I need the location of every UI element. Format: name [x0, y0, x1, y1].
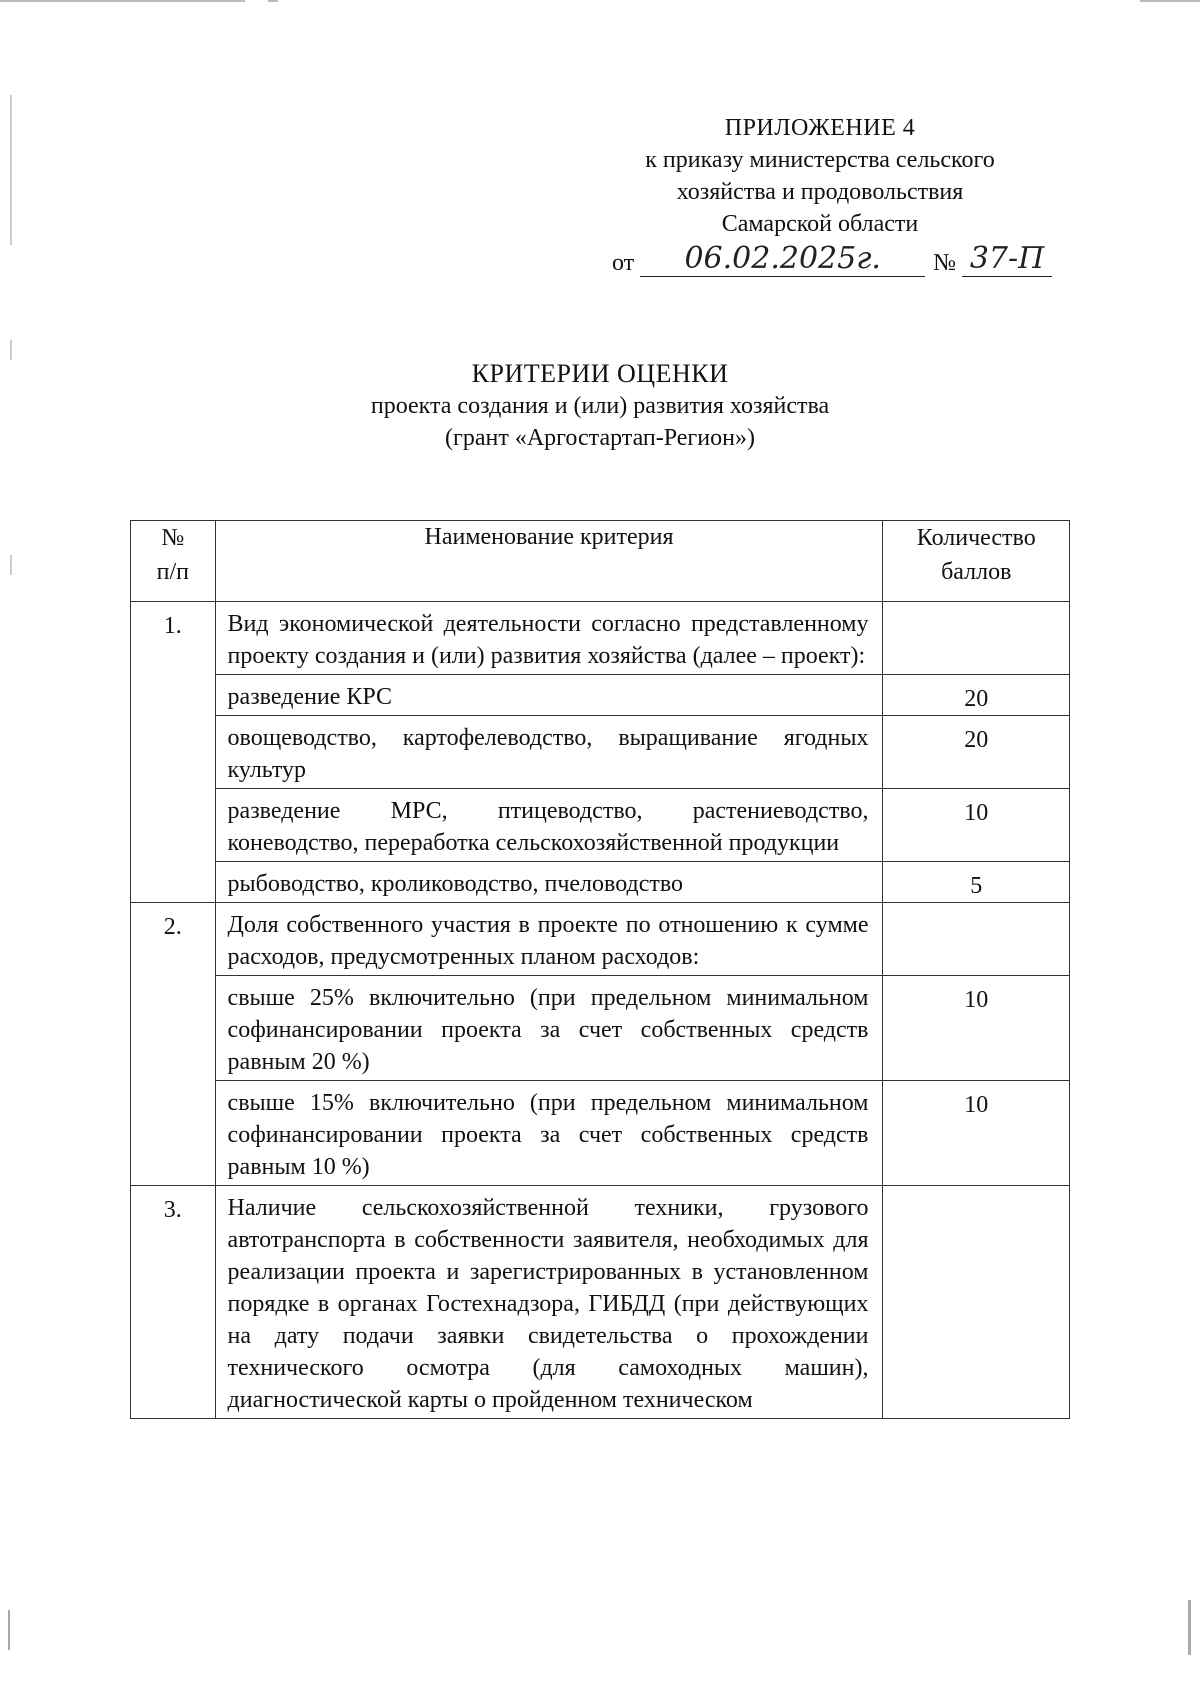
- criterion-name: разведение КРС: [227, 684, 393, 710]
- heading-subtitle-2: (грант «Аргостартап-Регион»): [445, 425, 755, 451]
- table-row: [131, 1186, 1070, 1419]
- group-number-cell: [131, 1186, 216, 1419]
- header-points-line-1: Количество: [916, 525, 1036, 551]
- points-cell: [883, 602, 1070, 675]
- group-title: Вид экономической деятельности согласно представленному проекту создания и (или) развития хозяйства (далее – проект):: [227, 611, 869, 669]
- table-row: [131, 1081, 1070, 1186]
- appendix-line-2: хозяйства и продовольствия: [676, 179, 964, 205]
- handwritten-number: 37-П: [962, 242, 1052, 277]
- group-number: 2.: [163, 914, 182, 940]
- scan-edge-mark-left-3: [10, 555, 12, 575]
- header-num-line-1: №: [161, 525, 185, 551]
- header-num: [131, 521, 216, 602]
- table-row: [131, 789, 1070, 862]
- points-cell: [883, 789, 1070, 862]
- criterion-points: 10: [964, 800, 989, 826]
- criterion-name: свыше 15% включительно (при предельном минимальном софинансировании проекта за счет собственных средств равным 10 %): [227, 1090, 869, 1180]
- from-label: от: [612, 250, 635, 276]
- criterion-name: свыше 25% включительно (при предельном минимальном софинансировании проекта за счет собственных средств равным 20 %): [227, 985, 869, 1075]
- scan-edge-mark-top-right: [1140, 0, 1200, 2]
- points-cell: [883, 716, 1070, 789]
- header-name: Наименование критерия: [215, 521, 883, 602]
- scan-edge-mark-left-1: [10, 95, 12, 245]
- points-cell: [883, 903, 1070, 976]
- table-row: [131, 602, 1070, 675]
- header-points: [883, 521, 1070, 602]
- criterion-points: 10: [964, 987, 989, 1013]
- criterion-points: 10: [964, 1092, 989, 1118]
- header-num-line-2: п/п: [156, 559, 189, 585]
- scan-edge-mark-top-mid: [268, 0, 278, 2]
- criterion-points: 20: [964, 727, 989, 753]
- group-title-cell: [215, 602, 883, 675]
- points-cell: [883, 1081, 1070, 1186]
- scan-edge-mark-top-left: [0, 0, 245, 2]
- appendix-block: [560, 112, 1080, 240]
- group-number: 3.: [163, 1197, 182, 1223]
- criterion-name: овощеводство, картофелеводство, выращивание ягодных культур: [227, 725, 869, 783]
- scan-edge-mark-right-1: [1188, 1600, 1191, 1655]
- table-header-row: [131, 521, 1070, 602]
- criterion-name: разведение МРС, птицеводство, растениеводство, коневодство, переработка сельскохозяйственной продукции: [227, 798, 869, 856]
- criterion-cell: [215, 976, 883, 1081]
- table-row: [131, 903, 1070, 976]
- criterion-cell: [215, 1081, 883, 1186]
- criterion-cell: [215, 716, 883, 789]
- scan-edge-mark-left-4: [8, 1610, 10, 1650]
- criterion-cell: [215, 675, 883, 716]
- criterion-points: 20: [964, 686, 989, 712]
- scan-edge-mark-left-2: [10, 340, 12, 360]
- criterion-name: рыбоводство, кролиководство, пчеловодство: [227, 871, 684, 897]
- group-number-cell: [131, 903, 216, 1186]
- table-row: [131, 716, 1070, 789]
- group-title: Доля собственного участия в проекте по отношению к сумме расходов, предусмотренных планом расходов:: [227, 912, 869, 970]
- table-row: [131, 976, 1070, 1081]
- group-number: 1.: [163, 613, 182, 639]
- criterion-cell: [215, 789, 883, 862]
- header-points-line-2: баллов: [941, 559, 1012, 585]
- criteria-table: [130, 520, 1070, 1419]
- number-label: №: [933, 250, 957, 276]
- table-row: [131, 862, 1070, 903]
- points-cell: [883, 675, 1070, 716]
- points-cell: [883, 862, 1070, 903]
- handwritten-date: 06.02.2025г.: [640, 242, 925, 277]
- appendix-line-3: Самарской области: [721, 211, 919, 237]
- document-heading: [200, 358, 1000, 454]
- group-title-cell: [215, 1186, 883, 1419]
- points-cell: [883, 1186, 1070, 1419]
- criterion-cell: [215, 862, 883, 903]
- group-title-cell: [215, 903, 883, 976]
- group-title: Наличие сельскохозяйственной техники, грузового автотранспорта в собственности заявителя, необходимых для реализации проекта и зарегистрированных в установленном порядке в органах Гостехнадзора, ГИБДД (при действующих на дату подачи заявки свидетельства о прохождении технического осмотра (для самоходных машин), диагностической карты о пройденном техническом: [227, 1195, 869, 1413]
- table-row: [131, 675, 1070, 716]
- group-number-cell: [131, 602, 216, 903]
- points-cell: [883, 976, 1070, 1081]
- heading-subtitle-1: проекта создания и (или) развития хозяйства: [370, 393, 830, 419]
- heading-title: КРИТЕРИИ ОЦЕНКИ: [471, 359, 729, 388]
- appendix-line-1: к приказу министерства сельского: [645, 147, 995, 173]
- criterion-points: 5: [970, 873, 983, 899]
- appendix-title: ПРИЛОЖЕНИЕ 4: [724, 115, 916, 141]
- order-reference-line: [612, 242, 1052, 277]
